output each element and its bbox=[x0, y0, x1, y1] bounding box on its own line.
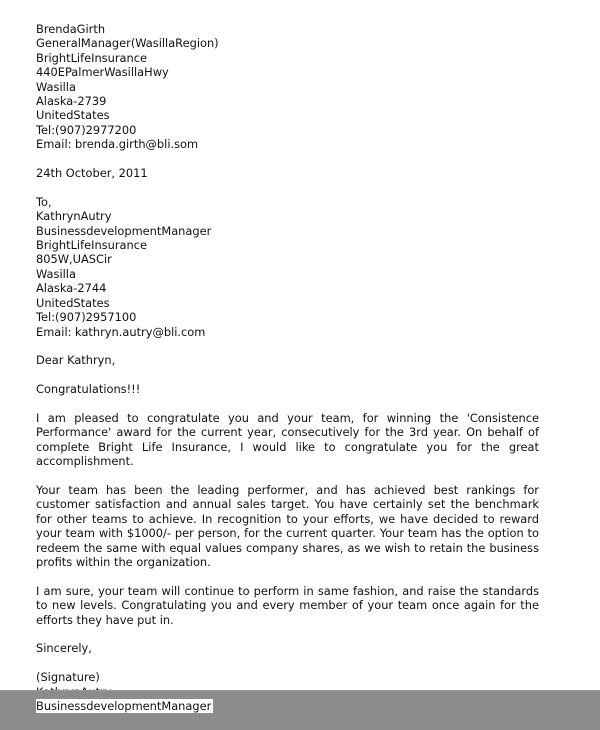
sender-state: Alaska-2739 bbox=[36, 94, 107, 109]
sender-street: 440EPalmerWasillaHwy bbox=[36, 65, 169, 80]
sender-phone: Tel:(907)2977200 bbox=[36, 122, 137, 137]
salutation: Dear Kathryn, bbox=[36, 353, 116, 368]
sender-email: Email: brenda.girth@bli.som bbox=[36, 137, 199, 152]
sender-company: BrightLifeInsurance bbox=[36, 50, 147, 65]
body-paragraph-3: I am sure, your team will continue to perform in same fashion, and raise the standards to new levels. Congratulating you and every member of your team once again for the efforts they have put in. bbox=[36, 583, 539, 627]
signature-title: BusinessdevelopmentManager bbox=[36, 698, 212, 713]
recipient-title: BusinessdevelopmentManager bbox=[36, 223, 212, 238]
recipient-state: Alaska-2744 bbox=[36, 281, 107, 296]
sender-country: UnitedStates bbox=[36, 108, 110, 123]
sender-address bbox=[36, 22, 539, 152]
letter-body bbox=[36, 22, 539, 713]
recipient-phone: Tel:(907)2957100 bbox=[36, 310, 137, 325]
recipient-to-label: To, bbox=[36, 194, 52, 209]
recipient-country: UnitedStates bbox=[36, 295, 110, 310]
recipient-name: KathrynAutry bbox=[36, 209, 112, 224]
body-paragraph-1: I am pleased to congratulate you and your team, for winning the 'Consistence Performance' award for the current year, consecutively for the 3rd year. On behalf of complete Bright Life Insurance, I would like to congratulate you for the great accomplishment. bbox=[36, 410, 539, 469]
recipient-address bbox=[36, 195, 539, 339]
sender-name: BrendaGirth bbox=[36, 22, 106, 36]
congratulations-line: Congratulations!!! bbox=[36, 382, 141, 397]
sender-city: Wasilla bbox=[36, 79, 76, 94]
closing: Sincerely, bbox=[36, 641, 92, 656]
signature-placeholder: (Signature) bbox=[36, 670, 100, 685]
letter-date: 24th October, 2011 bbox=[36, 166, 148, 181]
body-paragraph-2: Your team has been the leading performer, and has achieved best rankings for customer satisfaction and annual sales target. You have certainly set the benchmark for other teams to achieve. In recognition to your efforts, we have decided to reward your team with $1000/- per person, for the current quarter. Your team has the option to redeem the same with equal values company shares, as we wish to retain the business profits within the organization. bbox=[36, 482, 539, 569]
sender-title: GeneralManager(WasillaRegion) bbox=[36, 36, 219, 51]
recipient-city: Wasilla bbox=[36, 266, 76, 281]
recipient-street: 805W,UASCir bbox=[36, 252, 112, 267]
recipient-email: Email: kathryn.autry@bli.com bbox=[36, 324, 206, 339]
recipient-company: BrightLifeInsurance bbox=[36, 238, 147, 253]
